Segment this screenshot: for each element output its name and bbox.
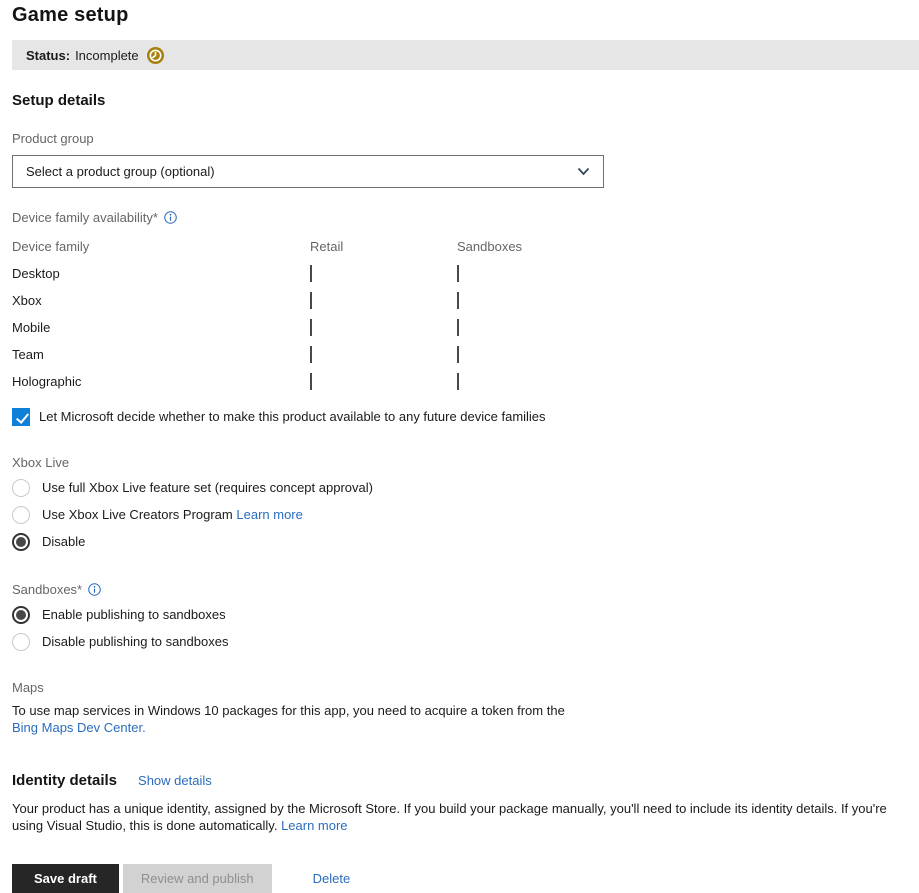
table-row-mobile: Mobile	[12, 314, 919, 341]
identity-description: Your product has a unique identity, assigned by the Microsoft Store. If you build your package manually, you'll need to include its identity details. If you're using Visual Studio, this is done automatically. Learn more	[12, 801, 887, 833]
save-draft-button[interactable]: Save draft	[12, 864, 119, 893]
learn-more-link-identity[interactable]: Learn more	[281, 818, 348, 833]
status-value: Incomplete	[75, 47, 139, 63]
product-group-select[interactable]	[12, 155, 604, 188]
action-bar	[12, 864, 919, 893]
clock-incomplete-icon	[147, 47, 164, 64]
xbox-live-radio-group	[12, 474, 919, 555]
table-row-holographic: Holographic	[12, 368, 919, 395]
device-family-availability-label: Device family availability*	[12, 210, 919, 225]
table-row-desktop: Desktop	[12, 260, 919, 287]
info-icon[interactable]	[88, 583, 101, 596]
checkbox-future-device-families[interactable]	[12, 408, 30, 426]
maps-description: To use map services in Windows 10 packages for this app, you need to acquire a token from the Bing Maps Dev Center.	[12, 703, 565, 735]
radio-row-disable-sandboxes: Disable publishing to sandboxes	[12, 628, 919, 655]
radio-full-xbox-live[interactable]	[12, 479, 30, 497]
table-row-xbox: Xbox	[12, 287, 919, 314]
checkbox-desktop-sandboxes[interactable]	[457, 265, 459, 282]
device-family-table	[12, 233, 919, 395]
checkbox-team-retail[interactable]	[310, 346, 312, 363]
table-row-team: Team	[12, 341, 919, 368]
future-device-families-label: Let Microsoft decide whether to make this product available to any future device families	[39, 409, 546, 424]
product-group-label: Product group	[12, 131, 94, 146]
info-icon[interactable]	[164, 211, 177, 224]
checkbox-holographic-retail[interactable]	[310, 373, 312, 390]
learn-more-link-xbox[interactable]: Learn more	[236, 507, 303, 522]
radio-row-full-xbox-live: Use full Xbox Live feature set (requires concept approval)	[12, 474, 919, 501]
sandboxes-label: Sandboxes*	[12, 582, 919, 597]
checkbox-holographic-sandboxes[interactable]	[457, 373, 459, 390]
bing-maps-dev-center-link[interactable]: Bing Maps Dev Center	[12, 720, 143, 735]
chevron-down-icon	[577, 167, 590, 176]
identity-details-header	[12, 772, 919, 789]
checkbox-team-sandboxes[interactable]	[457, 346, 459, 363]
checkbox-mobile-retail[interactable]	[310, 319, 312, 336]
future-device-families-row	[12, 403, 919, 430]
maps-label: Maps	[12, 680, 44, 695]
identity-details-heading: Identity details	[12, 772, 118, 789]
radio-disable-xbox-live[interactable]	[12, 533, 30, 551]
radio-row-enable-sandboxes: Enable publishing to sandboxes	[12, 601, 919, 628]
delete-link[interactable]: Delete	[312, 871, 351, 886]
radio-row-disable-xbox-live: Disable	[12, 528, 919, 555]
col-retail: Retail	[310, 239, 344, 254]
col-device-family: Device family	[12, 239, 90, 254]
radio-creators-program[interactable]	[12, 506, 30, 524]
page-title: Game setup	[12, 4, 129, 26]
checkbox-desktop-retail[interactable]	[310, 265, 312, 282]
device-family-header-row	[12, 233, 919, 260]
checkbox-mobile-sandboxes[interactable]	[457, 319, 459, 336]
sandboxes-radio-group	[12, 601, 919, 655]
status-bar	[12, 40, 919, 70]
review-and-publish-button[interactable]: Review and publish	[123, 864, 272, 893]
show-details-link[interactable]: Show details	[138, 773, 212, 788]
xbox-live-label: Xbox Live	[12, 455, 70, 470]
radio-row-creators-program: Use Xbox Live Creators Program Learn more	[12, 501, 919, 528]
radio-enable-sandboxes[interactable]	[12, 606, 30, 624]
col-sandboxes: Sandboxes	[457, 239, 523, 254]
product-group-selected-value: Select a product group (optional)	[26, 164, 215, 179]
setup-details-heading: Setup details	[12, 92, 106, 109]
checkbox-xbox-retail[interactable]	[310, 292, 312, 309]
radio-disable-sandboxes[interactable]	[12, 633, 30, 651]
status-label: Status:	[26, 47, 71, 63]
checkbox-xbox-sandboxes[interactable]	[457, 292, 459, 309]
